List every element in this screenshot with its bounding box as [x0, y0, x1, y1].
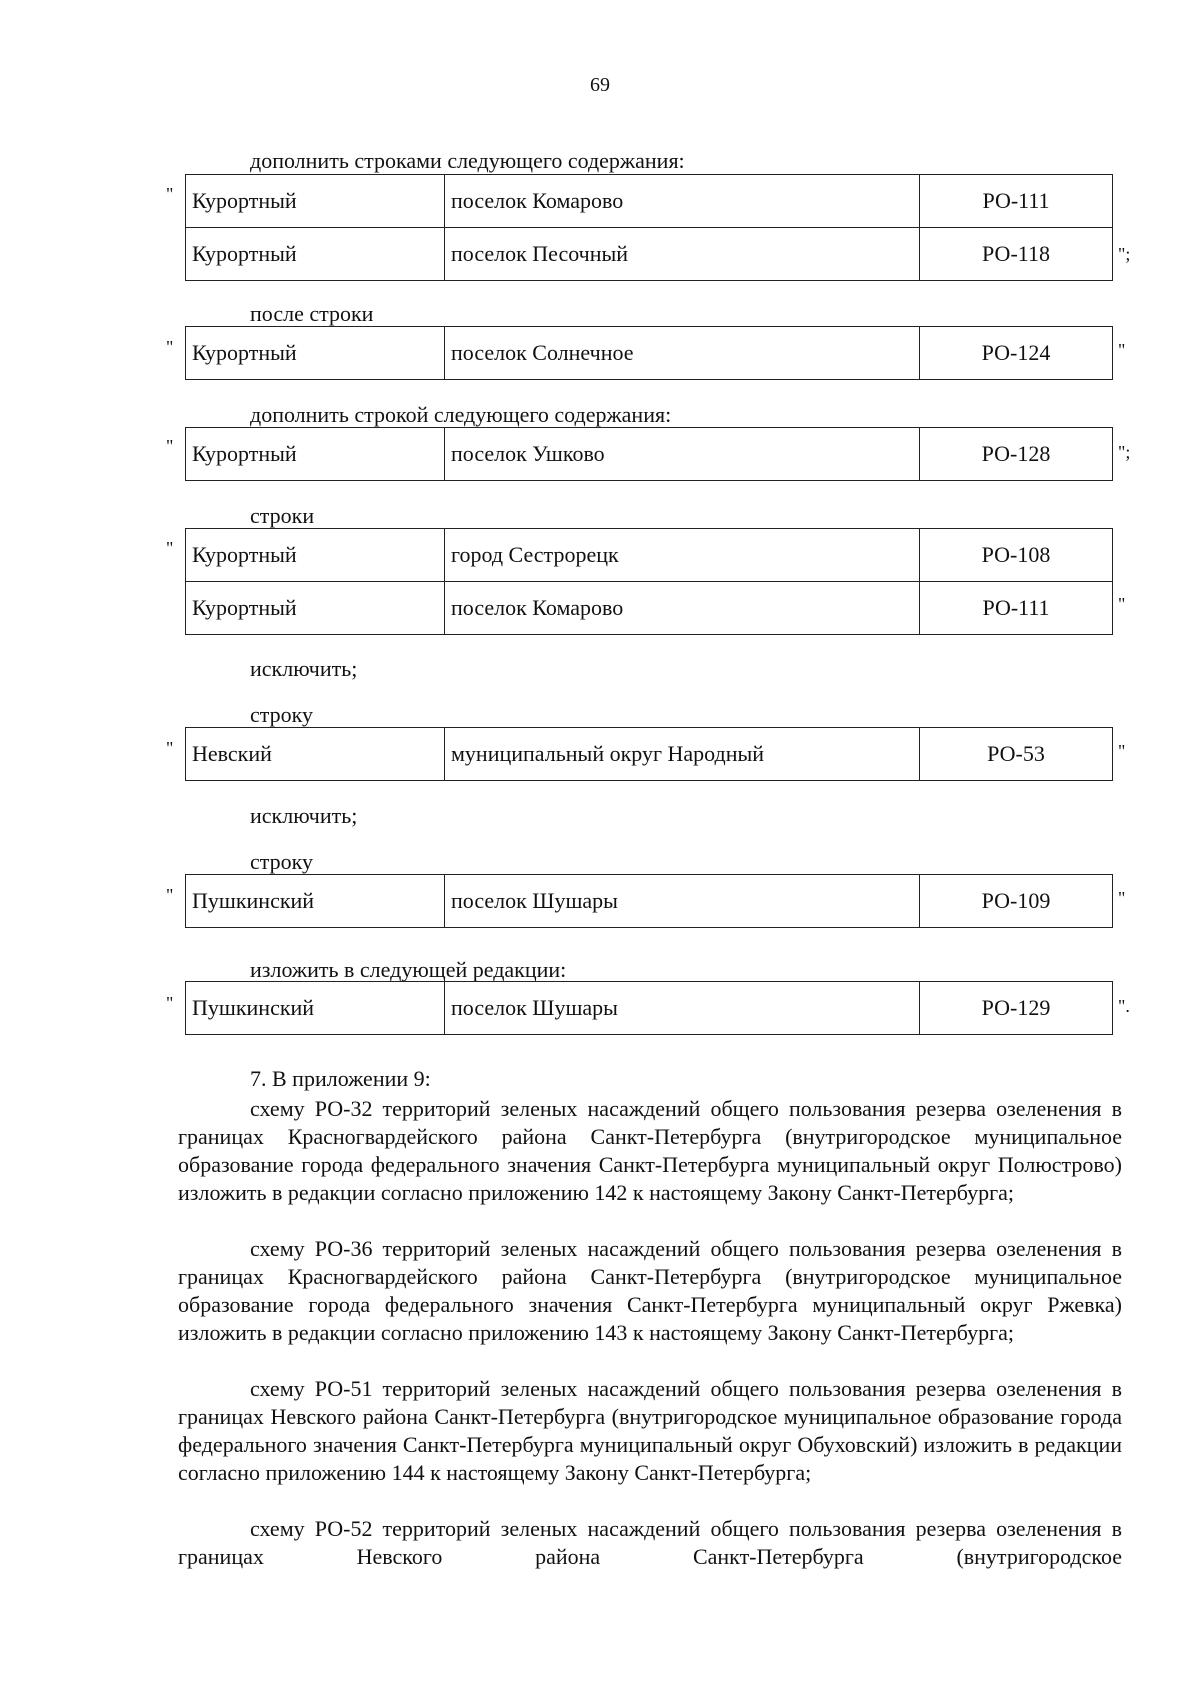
code-cell: РО-53 [920, 728, 1113, 781]
block-label: строки [250, 503, 315, 528]
block-label: исключить; [250, 803, 358, 828]
place-cell: город Сестрорецк [445, 529, 920, 582]
table-row [186, 582, 1113, 635]
item-7-heading: 7. В приложении 9: [250, 1066, 431, 1091]
district-cell: Курортный [186, 582, 445, 635]
place-cell: поселок Комарово [445, 175, 920, 228]
close-quote: "; [1118, 442, 1131, 462]
close-quote: " [1118, 741, 1126, 761]
place-cell: поселок Шушары [445, 875, 920, 928]
place-cell: муниципальный округ Народный [445, 728, 920, 781]
block-label: строку [250, 849, 314, 874]
page-number: 69 [590, 74, 610, 96]
place-cell: поселок Солнечное [445, 327, 920, 380]
table-row [186, 175, 1113, 228]
open-quote: " [166, 337, 174, 357]
amendment-table [185, 528, 1113, 635]
district-cell: Курортный [186, 175, 445, 228]
table-row [186, 327, 1113, 380]
open-quote: " [166, 993, 174, 1013]
close-quote: ". [1118, 996, 1130, 1016]
code-cell: РО-129 [920, 982, 1113, 1035]
district-cell: Курортный [186, 529, 445, 582]
paragraph: схему РО-52 территорий зеленых насаждений общего пользования резерва озеленения в границах Невского района Санкт-Петербурга (внутригородское [178, 1516, 1122, 1569]
close-quote: " [1118, 340, 1126, 360]
amendment-table [185, 174, 1113, 281]
amendment-table [185, 727, 1113, 781]
code-cell: РО-118 [920, 228, 1113, 281]
open-quote: " [166, 738, 174, 758]
table-row [186, 982, 1113, 1035]
close-quote: "; [1118, 244, 1131, 264]
open-quote: " [166, 184, 174, 204]
paragraph: схему РО-51 территорий зеленых насаждений общего пользования резерва озеленения в границах Невского района Санкт-Петербурга (внутригородское муниципальное образование города федерального значения Санкт-Петербурга муниципальный округ Обуховский) изложить в редакции согласно приложению 144 к настоящему Закону Санкт-Петербурга; [178, 1376, 1122, 1485]
district-cell: Курортный [186, 428, 445, 481]
table-row [186, 529, 1113, 582]
code-cell: РО-111 [920, 175, 1113, 228]
code-cell: РО-124 [920, 327, 1113, 380]
amendment-table [185, 874, 1113, 928]
paragraph: схему РО-36 территорий зеленых насаждений общего пользования резерва озеленения в границах Красногвардейского района Санкт-Петербурга (внутригородское муниципальное образование города федерального значения Санкт-Петербурга муниципальный округ Ржевка) изложить в редакции согласно приложению 143 к настоящему Закону Санкт-Петербурга; [178, 1236, 1122, 1345]
open-quote: " [166, 538, 174, 558]
amendment-table [185, 326, 1113, 380]
place-cell: поселок Ушково [445, 428, 920, 481]
close-quote: " [1118, 594, 1126, 614]
amendment-table [185, 981, 1113, 1035]
code-cell: РО-111 [920, 582, 1113, 635]
code-cell: РО-109 [920, 875, 1113, 928]
place-cell: поселок Шушары [445, 982, 920, 1035]
block-label: после строки [250, 301, 374, 326]
table-row [186, 228, 1113, 281]
open-quote: " [166, 436, 174, 456]
district-cell: Пушкинский [186, 982, 445, 1035]
place-cell: поселок Комарово [445, 582, 920, 635]
block-label: исключить; [250, 656, 358, 681]
close-quote: " [1118, 888, 1126, 908]
district-cell: Пушкинский [186, 875, 445, 928]
block-label: дополнить строками следующего содержания: [250, 148, 685, 173]
open-quote: " [166, 885, 174, 905]
paragraph: схему РО-32 территорий зеленых насаждений общего пользования резерва озеленения в границах Красногвардейского района Санкт-Петербурга (внутригородское муниципальное образование города федерального значения Санкт-Петербурга муниципальный округ Полюстрово) изложить в редакции согласно приложению 142 к настоящему Закону Санкт-Петербурга; [178, 1096, 1122, 1205]
block-label: дополнить строкой следующего содержания: [250, 402, 672, 427]
district-cell: Курортный [186, 327, 445, 380]
table-row [186, 875, 1113, 928]
code-cell: РО-108 [920, 529, 1113, 582]
table-row [186, 728, 1113, 781]
table-row [186, 428, 1113, 481]
district-cell: Курортный [186, 228, 445, 281]
block-label: строку [250, 702, 314, 727]
block-label: изложить в следующей редакции: [250, 957, 567, 982]
place-cell: поселок Песочный [445, 228, 920, 281]
code-cell: РО-128 [920, 428, 1113, 481]
district-cell: Невский [186, 728, 445, 781]
amendment-table [185, 427, 1113, 481]
